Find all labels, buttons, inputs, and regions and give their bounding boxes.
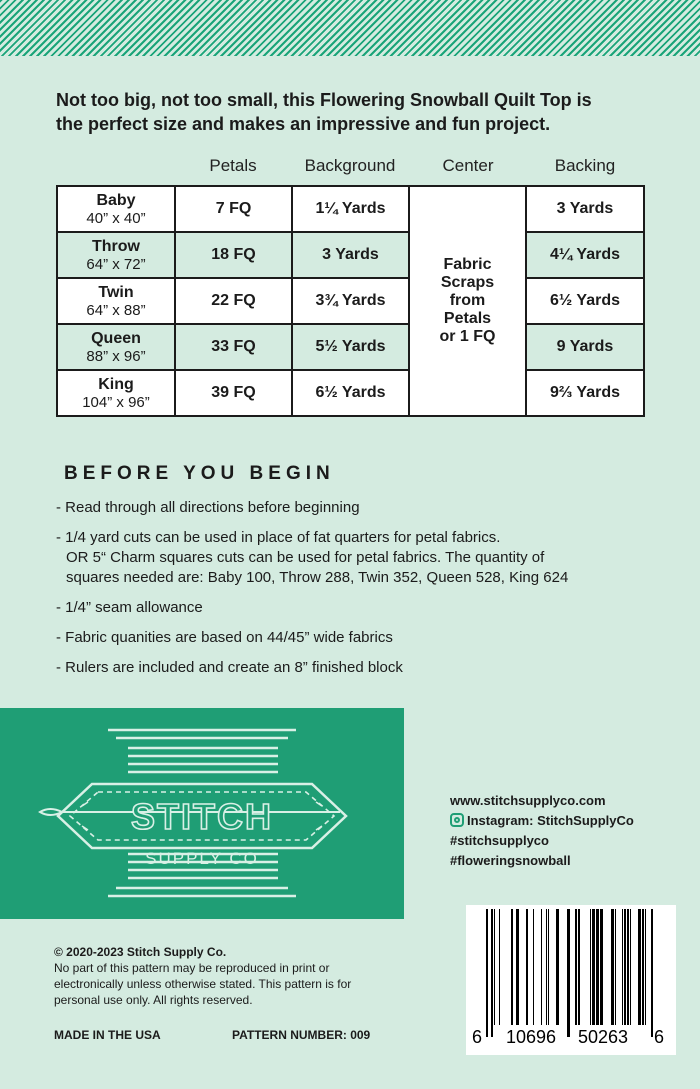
center-line: from (449, 292, 486, 309)
petals-cell: 33 FQ (175, 324, 292, 370)
table-row (57, 278, 644, 324)
size-name: Twin (98, 283, 134, 301)
barcode-digits-right: 50263 (578, 1027, 629, 1047)
background-cell: 5½ Yards (292, 324, 409, 370)
list-item (56, 628, 676, 648)
size-name: King (98, 375, 134, 393)
size-dimensions: 64” x 72” (86, 255, 146, 273)
intro-text (56, 88, 656, 136)
yardage-table (56, 185, 645, 417)
barcode-bar (556, 909, 559, 1025)
column-header-petals: Petals (209, 156, 257, 175)
bullet-text: squares needed are: Baby 100, Throw 288, Twin 352, Queen 528, King 624 (66, 569, 569, 586)
table-row (57, 324, 644, 370)
backing-cell: 3 Yards (526, 186, 644, 232)
list-item (56, 658, 676, 678)
stitch-supply-logo (0, 708, 404, 919)
bullet-text: - Fabric quanities are based on 44/45” wide fabrics (56, 629, 393, 646)
hashtag-stitchsupplyco: #stitchsupplyco (450, 833, 549, 848)
background-cell: 3 Yards (292, 232, 409, 278)
barcode-bar (516, 909, 519, 1025)
size-dimensions: 104” x 96” (82, 393, 150, 411)
barcode-bar (494, 909, 495, 1025)
size-dimensions: 40” x 40” (86, 209, 146, 227)
spool-top (108, 730, 296, 738)
barcode-digit-trail: 6 (654, 1027, 665, 1047)
size-cell (57, 278, 175, 324)
barcode-bar (651, 909, 653, 1037)
size-dimensions: 88” x 96” (86, 347, 146, 365)
size-cell (57, 232, 175, 278)
size-cell (57, 324, 175, 370)
intro-line-2: the perfect size and makes an impressive and fun project. (56, 114, 551, 134)
table-row (57, 370, 644, 416)
logo-panel (0, 708, 404, 919)
barcode-bar (592, 909, 595, 1025)
copyright-line: No part of this pattern may be reproduced in print or (54, 961, 330, 975)
petals-cell: 39 FQ (175, 370, 292, 416)
list-item (56, 598, 676, 618)
spool-bottom (108, 888, 296, 896)
barcode-bar (615, 909, 616, 1025)
ornament-right (316, 802, 322, 830)
barcode-bar (511, 909, 513, 1025)
barcode (466, 905, 676, 1055)
size-name: Baby (96, 191, 136, 209)
center-line: Scraps (440, 274, 495, 291)
bullet-text: - 1/4 yard cuts can be used in place of fat quarters for petal fabrics. (56, 529, 501, 546)
table-row (57, 232, 644, 278)
instagram-handle: Instagram: StitchSupplyCo (467, 813, 634, 828)
size-cell (57, 186, 175, 232)
petals-cell: 18 FQ (175, 232, 292, 278)
barcode-bar (596, 909, 599, 1025)
barcode-bar (590, 909, 591, 1025)
barcode-bar (622, 909, 623, 1025)
center-line: Petals (443, 310, 492, 327)
background-cell: 1¼ Yards (292, 186, 409, 232)
pattern-number: PATTERN NUMBER: 009 (232, 1028, 371, 1042)
bullet-text: OR 5“ Charm squares cuts can be used for petal fabrics. The quantity of (66, 549, 545, 566)
website-link[interactable]: www.stitchsupplyco.com (450, 793, 606, 808)
instagram-icon (450, 813, 464, 827)
background-cell: 3¾ Yards (292, 278, 409, 324)
table-row (57, 186, 644, 232)
column-header-center: Center (442, 156, 494, 175)
instagram-link[interactable] (450, 811, 634, 831)
column-header-background: Background (304, 156, 396, 175)
column-header-backing: Backing (554, 156, 616, 175)
backing-cell: 9⅔ Yards (526, 370, 644, 416)
center-line: Fabric (443, 256, 492, 273)
barcode-bar (486, 909, 488, 1037)
petals-cell: 7 FQ (175, 186, 292, 232)
barcode-bar (645, 909, 646, 1025)
barcode-bar (546, 909, 547, 1025)
barcode-bar (630, 909, 631, 1025)
barcode-bar (575, 909, 577, 1025)
size-cell (57, 370, 175, 416)
barcode-bar (611, 909, 614, 1025)
barcode-bar (638, 909, 641, 1025)
backing-cell: 4¼ Yards (526, 232, 644, 278)
backing-cell: 6½ Yards (526, 278, 644, 324)
barcode-bar (567, 909, 570, 1037)
barcode-bar (627, 909, 629, 1025)
list-item (56, 528, 676, 588)
barcode-bar (541, 909, 542, 1025)
bullet-text: - Rulers are included and create an 8” finished block (56, 659, 403, 676)
barcode-bars (466, 905, 676, 1055)
ornament-left (82, 802, 88, 830)
list-item (56, 498, 676, 518)
petals-cell: 22 FQ (175, 278, 292, 324)
barcode-bar (533, 909, 534, 1025)
barcode-digit-lead: 6 (472, 1027, 483, 1047)
copyright-title: © 2020-2023 Stitch Supply Co. (54, 945, 227, 959)
barcode-digits-left: 10696 (506, 1027, 557, 1047)
barcode-bar (499, 909, 500, 1025)
contact-links (450, 791, 634, 871)
barcode-bar (548, 909, 549, 1025)
barcode-bar (600, 909, 603, 1025)
intro-line-1: Not too big, not too small, this Flowering Snowball Quilt Top is (56, 90, 592, 110)
size-name: Throw (92, 237, 140, 255)
center-cell (409, 186, 526, 416)
backing-cell: 9 Yards (526, 324, 644, 370)
bullet-text: - Read through all directions before beginning (56, 499, 360, 516)
copyright-line: electronically unless otherwise stated. This pattern is for (54, 977, 352, 991)
made-in-label: MADE IN THE USA (54, 1028, 161, 1042)
center-line: or 1 FQ (439, 328, 496, 345)
size-dimensions: 64” x 88” (86, 301, 146, 319)
instructions-list (56, 498, 676, 688)
background-cell: 6½ Yards (292, 370, 409, 416)
barcode-bar (491, 909, 493, 1037)
barcode-bar (624, 909, 626, 1025)
section-title: BEFORE YOU BEGIN (64, 463, 335, 484)
barcode-bar (526, 909, 528, 1025)
bullet-text: - 1/4” seam allowance (56, 599, 203, 616)
hashtag-floweringsnowball: #floweringsnowball (450, 853, 571, 868)
barcode-bar (578, 909, 580, 1025)
copyright-line: personal use only. All rights reserved. (54, 993, 253, 1007)
logo-word-stitch: STITCH (131, 796, 273, 837)
barcode-bar (642, 909, 644, 1025)
copyright-notice (54, 944, 384, 1008)
size-name: Queen (91, 329, 141, 347)
diagonal-stripe-band (0, 0, 700, 56)
logo-word-supply-co: SUPPLY CO (145, 849, 259, 868)
